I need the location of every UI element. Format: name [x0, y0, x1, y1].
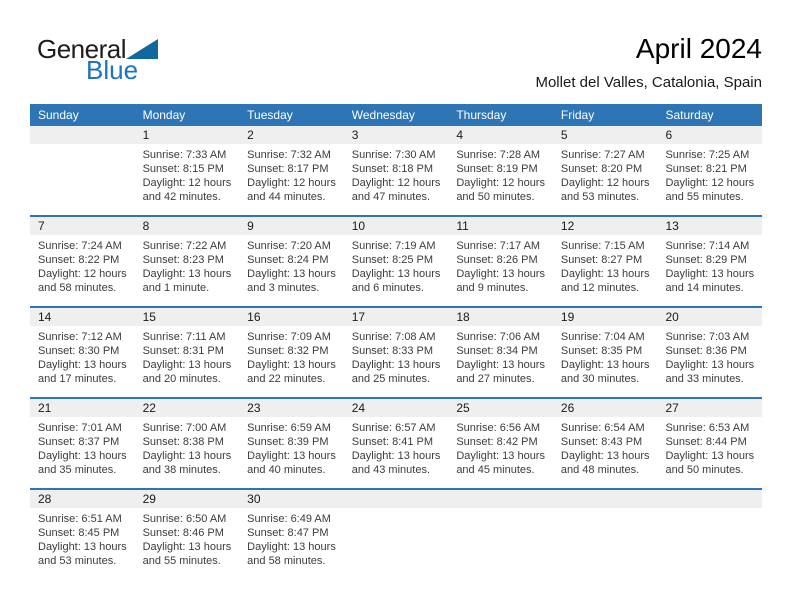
- sunset-text: Sunset: 8:43 PM: [560, 436, 643, 448]
- daylight-hours-text: Daylight: 13 hours: [456, 359, 545, 371]
- day-number: 27: [665, 401, 679, 415]
- title-block: [535, 34, 762, 92]
- day-details: [448, 326, 553, 386]
- day-cell: [448, 217, 553, 306]
- daylight-minutes-text: and 38 minutes.: [142, 464, 221, 476]
- day-details: [239, 144, 344, 204]
- daylight-hours-text: Daylight: 13 hours: [351, 268, 441, 280]
- calendar-week-row: [30, 488, 762, 579]
- daylight-minutes-text: and 1 minute.: [142, 282, 210, 294]
- day-cell: [344, 308, 449, 397]
- sunrise-text: Sunrise: 6:54 AM: [560, 422, 645, 434]
- sunrise-text: Sunrise: 7:11 AM: [142, 331, 226, 343]
- sunset-text: Sunset: 8:22 PM: [38, 254, 120, 266]
- daylight-minutes-text: and 47 minutes.: [351, 191, 431, 203]
- daylight-hours-text: Daylight: 12 hours: [665, 177, 755, 189]
- daylight-minutes-text: and 27 minutes.: [456, 373, 535, 385]
- daylight-minutes-text: and 58 minutes.: [38, 282, 117, 294]
- sunrise-text: Sunrise: 7:14 AM: [665, 240, 750, 252]
- day-cell: [30, 217, 135, 306]
- day-number: 2: [247, 128, 254, 142]
- day-number: 16: [247, 310, 261, 324]
- daylight-minutes-text: and 6 minutes.: [351, 282, 424, 294]
- sunrise-text: Sunrise: 6:50 AM: [142, 513, 227, 525]
- day-cell: [553, 399, 658, 488]
- daylight-hours-text: Daylight: 13 hours: [38, 450, 127, 462]
- day-cell: [448, 399, 553, 488]
- day-cell: [448, 126, 553, 215]
- day-details: [553, 417, 658, 477]
- sunrise-text: Sunrise: 6:59 AM: [247, 422, 331, 434]
- day-details: [657, 417, 762, 477]
- daylight-hours-text: Daylight: 13 hours: [456, 450, 545, 462]
- day-number: 20: [665, 310, 679, 324]
- day-details: [657, 235, 762, 295]
- daylight-minutes-text: and 35 minutes.: [38, 464, 117, 476]
- day-number: 5: [560, 128, 568, 142]
- day-cell: [657, 399, 762, 488]
- day-details: [239, 417, 344, 477]
- day-details: [135, 508, 240, 568]
- daylight-hours-text: Daylight: 13 hours: [38, 541, 127, 553]
- daylight-hours-text: Daylight: 12 hours: [38, 268, 127, 280]
- day-number: 23: [247, 401, 261, 415]
- daylight-minutes-text: and 42 minutes.: [142, 191, 221, 203]
- day-cell: [30, 126, 135, 215]
- daylight-hours-text: Daylight: 12 hours: [142, 177, 232, 189]
- sunrise-text: Sunrise: 7:24 AM: [38, 240, 122, 252]
- daylight-minutes-text: and 55 minutes.: [142, 555, 221, 567]
- day-number: 14: [38, 310, 52, 324]
- day-number: 28: [38, 492, 52, 506]
- calendar-week-row: [30, 126, 762, 215]
- day-cell: [239, 126, 344, 215]
- daylight-hours-text: Daylight: 13 hours: [142, 541, 232, 553]
- calendar-week-row: [30, 215, 762, 306]
- day-number: 19: [560, 310, 575, 324]
- daylight-minutes-text: and 58 minutes.: [247, 555, 326, 567]
- sunset-text: Sunset: 8:46 PM: [142, 527, 224, 539]
- day-header-sunday: Sunday: [38, 108, 79, 122]
- sunset-text: Sunset: 8:19 PM: [456, 163, 538, 175]
- sunrise-text: Sunrise: 6:57 AM: [351, 422, 436, 434]
- day-cell: [239, 490, 344, 579]
- sunset-text: Sunset: 8:21 PM: [665, 163, 747, 175]
- day-cell: [135, 490, 240, 579]
- sunset-text: Sunset: 8:36 PM: [665, 345, 747, 357]
- daylight-minutes-text: and 48 minutes.: [560, 464, 640, 476]
- sunrise-text: Sunrise: 7:20 AM: [247, 240, 331, 252]
- day-number: [30, 126, 135, 144]
- sunset-text: Sunset: 8:27 PM: [560, 254, 643, 266]
- calendar-table: [30, 104, 762, 579]
- calendar-week-row: [30, 306, 762, 397]
- sunrise-text: Sunrise: 7:17 AM: [456, 240, 541, 252]
- day-details: [553, 235, 658, 295]
- daylight-hours-text: Daylight: 13 hours: [560, 359, 650, 371]
- sunset-text: Sunset: 8:24 PM: [247, 254, 329, 266]
- page-title: April 2024: [635, 33, 762, 64]
- daylight-hours-text: Daylight: 13 hours: [351, 359, 441, 371]
- sunset-text: Sunset: 8:23 PM: [142, 254, 224, 266]
- day-number: 8: [142, 219, 150, 233]
- sunrise-text: Sunrise: 6:51 AM: [38, 513, 122, 525]
- daylight-minutes-text: and 53 minutes.: [560, 191, 640, 203]
- daylight-hours-text: Daylight: 13 hours: [38, 359, 127, 371]
- sunset-text: Sunset: 8:29 PM: [665, 254, 747, 266]
- daylight-hours-text: Daylight: 13 hours: [351, 450, 441, 462]
- daylight-minutes-text: and 9 minutes.: [456, 282, 529, 294]
- day-details: [239, 326, 344, 386]
- sunset-text: Sunset: 8:42 PM: [456, 436, 538, 448]
- sunrise-text: Sunrise: 7:30 AM: [351, 149, 436, 161]
- daylight-hours-text: Daylight: 13 hours: [560, 450, 650, 462]
- daylight-minutes-text: and 20 minutes.: [142, 373, 221, 385]
- day-cell: [239, 399, 344, 488]
- calendar-header-row: [30, 104, 762, 126]
- sunrise-text: Sunrise: 7:33 AM: [142, 149, 227, 161]
- day-details: [135, 417, 240, 477]
- day-cell: [30, 308, 135, 397]
- day-cell: [239, 308, 344, 397]
- sunrise-text: Sunrise: 7:25 AM: [665, 149, 750, 161]
- sunset-text: Sunset: 8:26 PM: [456, 254, 538, 266]
- daylight-hours-text: Daylight: 12 hours: [351, 177, 441, 189]
- day-cell: [448, 490, 553, 579]
- general-blue-logo: [37, 36, 167, 86]
- day-cell: [553, 126, 658, 215]
- sunrise-text: Sunrise: 7:09 AM: [247, 331, 331, 343]
- daylight-minutes-text: and 14 minutes.: [665, 282, 744, 294]
- day-header-monday: Monday: [142, 108, 186, 122]
- sunrise-text: Sunrise: 7:28 AM: [456, 149, 541, 161]
- sunset-text: Sunset: 8:34 PM: [456, 345, 538, 357]
- day-details: [30, 144, 135, 148]
- daylight-hours-text: Daylight: 13 hours: [142, 450, 232, 462]
- day-number: [448, 490, 553, 508]
- day-cell: [657, 126, 762, 215]
- day-details: [657, 508, 762, 512]
- day-header-tuesday: Tuesday: [247, 108, 293, 122]
- day-number: 12: [560, 219, 575, 233]
- sunrise-text: Sunrise: 7:15 AM: [560, 240, 645, 252]
- day-number: 13: [665, 219, 679, 233]
- day-cell: [448, 308, 553, 397]
- day-number: 26: [560, 401, 575, 415]
- sunset-text: Sunset: 8:39 PM: [247, 436, 329, 448]
- daylight-minutes-text: and 40 minutes.: [247, 464, 326, 476]
- day-cell: [553, 490, 658, 579]
- day-number: [344, 490, 449, 508]
- daylight-minutes-text: and 17 minutes.: [38, 373, 117, 385]
- daylight-minutes-text: and 30 minutes.: [560, 373, 640, 385]
- day-number: 11: [456, 219, 469, 233]
- daylight-hours-text: Daylight: 13 hours: [247, 268, 336, 280]
- daylight-minutes-text: and 45 minutes.: [456, 464, 535, 476]
- location-subtitle: Mollet del Valles, Catalonia, Spain: [535, 74, 762, 91]
- day-details: [30, 235, 135, 295]
- sunrise-text: Sunrise: 7:32 AM: [247, 149, 331, 161]
- sunrise-text: Sunrise: 7:01 AM: [38, 422, 122, 434]
- day-details: [135, 235, 240, 295]
- day-number: 3: [351, 128, 359, 142]
- day-cell: [239, 217, 344, 306]
- day-cell: [657, 308, 762, 397]
- day-number: 30: [247, 492, 261, 506]
- day-details: [30, 326, 135, 386]
- day-cell: [135, 308, 240, 397]
- day-details: [657, 326, 762, 386]
- day-cell: [344, 126, 449, 215]
- daylight-hours-text: Daylight: 13 hours: [142, 359, 232, 371]
- day-details: [448, 508, 553, 512]
- day-cell: [30, 490, 135, 579]
- day-number: 17: [351, 310, 366, 324]
- day-number: 18: [456, 310, 470, 324]
- day-number: [657, 490, 762, 508]
- day-number: 29: [142, 492, 156, 506]
- sunset-text: Sunset: 8:35 PM: [560, 345, 643, 357]
- logo-word-blue: Blue: [86, 55, 139, 85]
- sunset-text: Sunset: 8:18 PM: [351, 163, 434, 175]
- daylight-minutes-text: and 12 minutes.: [560, 282, 640, 294]
- sunrise-text: Sunrise: 6:56 AM: [456, 422, 541, 434]
- daylight-hours-text: Daylight: 13 hours: [665, 268, 755, 280]
- day-details: [344, 326, 449, 386]
- day-details: [657, 144, 762, 204]
- day-details: [135, 326, 240, 386]
- sunrise-text: Sunrise: 6:49 AM: [247, 513, 331, 525]
- day-header-wednesday: Wednesday: [351, 108, 415, 122]
- sunrise-text: Sunrise: 7:19 AM: [351, 240, 436, 252]
- day-details: [448, 417, 553, 477]
- day-details: [344, 508, 449, 512]
- sunset-text: Sunset: 8:30 PM: [38, 345, 120, 357]
- daylight-hours-text: Daylight: 13 hours: [247, 541, 336, 553]
- day-details: [344, 144, 449, 204]
- daylight-hours-text: Daylight: 13 hours: [456, 268, 545, 280]
- daylight-minutes-text: and 25 minutes.: [351, 373, 431, 385]
- day-number: 25: [456, 401, 470, 415]
- day-details: [30, 508, 135, 568]
- day-number: 4: [456, 128, 463, 142]
- sunrise-text: Sunrise: 7:22 AM: [142, 240, 227, 252]
- day-details: [344, 417, 449, 477]
- sunset-text: Sunset: 8:37 PM: [38, 436, 120, 448]
- day-details: [30, 417, 135, 477]
- day-cell: [135, 217, 240, 306]
- sunset-text: Sunset: 8:15 PM: [142, 163, 224, 175]
- day-cell: [30, 399, 135, 488]
- day-details: [239, 508, 344, 568]
- sunset-text: Sunset: 8:20 PM: [560, 163, 643, 175]
- daylight-minutes-text: and 33 minutes.: [665, 373, 744, 385]
- sunrise-text: Sunrise: 7:27 AM: [560, 149, 645, 161]
- day-cell: [657, 490, 762, 579]
- daylight-hours-text: Daylight: 12 hours: [560, 177, 650, 189]
- sunset-text: Sunset: 8:44 PM: [665, 436, 747, 448]
- sunrise-text: Sunrise: 7:08 AM: [351, 331, 436, 343]
- sunrise-text: Sunrise: 7:03 AM: [665, 331, 750, 343]
- day-details: [553, 144, 658, 204]
- daylight-hours-text: Daylight: 13 hours: [665, 359, 755, 371]
- day-number: 6: [665, 128, 673, 142]
- day-number: [553, 490, 658, 508]
- sunset-text: Sunset: 8:33 PM: [351, 345, 434, 357]
- day-details: [344, 235, 449, 295]
- daylight-minutes-text: and 50 minutes.: [665, 464, 744, 476]
- day-header-friday: Friday: [560, 108, 595, 122]
- day-details: [553, 508, 658, 512]
- day-cell: [657, 217, 762, 306]
- day-details: [448, 144, 553, 204]
- daylight-hours-text: Daylight: 13 hours: [142, 268, 232, 280]
- sunset-text: Sunset: 8:45 PM: [38, 527, 120, 539]
- sunset-text: Sunset: 8:38 PM: [142, 436, 224, 448]
- daylight-minutes-text: and 55 minutes.: [665, 191, 744, 203]
- day-header-thursday: Thursday: [456, 108, 507, 122]
- day-header-saturday: Saturday: [665, 108, 714, 122]
- calendar-weeks: [30, 126, 762, 579]
- day-number: 9: [247, 219, 254, 233]
- sunset-text: Sunset: 8:31 PM: [142, 345, 224, 357]
- logo-word-general: General: [37, 34, 126, 64]
- sunset-text: Sunset: 8:47 PM: [247, 527, 329, 539]
- daylight-minutes-text: and 50 minutes.: [456, 191, 535, 203]
- day-cell: [553, 217, 658, 306]
- daylight-minutes-text: and 43 minutes.: [351, 464, 431, 476]
- daylight-hours-text: Daylight: 13 hours: [247, 450, 336, 462]
- day-number: 7: [38, 219, 45, 233]
- daylight-minutes-text: and 3 minutes.: [247, 282, 320, 294]
- sunset-text: Sunset: 8:32 PM: [247, 345, 329, 357]
- sunrise-text: Sunrise: 7:04 AM: [560, 331, 645, 343]
- day-details: [135, 144, 240, 204]
- daylight-hours-text: Daylight: 12 hours: [247, 177, 336, 189]
- day-number: 15: [142, 310, 156, 324]
- daylight-minutes-text: and 53 minutes.: [38, 555, 117, 567]
- day-number: 1: [142, 128, 150, 142]
- day-details: [239, 235, 344, 295]
- sunrise-text: Sunrise: 7:12 AM: [38, 331, 122, 343]
- daylight-minutes-text: and 22 minutes.: [247, 373, 326, 385]
- day-cell: [553, 308, 658, 397]
- day-details: [448, 235, 553, 295]
- day-details: [553, 326, 658, 386]
- day-cell: [344, 399, 449, 488]
- daylight-hours-text: Daylight: 13 hours: [560, 268, 650, 280]
- sunrise-text: Sunrise: 7:06 AM: [456, 331, 541, 343]
- calendar-week-row: [30, 397, 762, 488]
- daylight-hours-text: Daylight: 12 hours: [456, 177, 545, 189]
- day-number: 10: [351, 219, 366, 233]
- sunrise-text: Sunrise: 7:00 AM: [142, 422, 227, 434]
- day-number: 22: [142, 401, 156, 415]
- sunrise-text: Sunrise: 6:53 AM: [665, 422, 750, 434]
- day-number: 21: [38, 401, 52, 415]
- day-cell: [135, 399, 240, 488]
- day-cell: [344, 217, 449, 306]
- sunset-text: Sunset: 8:17 PM: [247, 163, 329, 175]
- day-number: 24: [351, 401, 366, 415]
- daylight-hours-text: Daylight: 13 hours: [247, 359, 336, 371]
- daylight-minutes-text: and 44 minutes.: [247, 191, 326, 203]
- day-cell: [344, 490, 449, 579]
- daylight-hours-text: Daylight: 13 hours: [665, 450, 755, 462]
- sunset-text: Sunset: 8:41 PM: [351, 436, 434, 448]
- sunset-text: Sunset: 8:25 PM: [351, 254, 434, 266]
- day-cell: [135, 126, 240, 215]
